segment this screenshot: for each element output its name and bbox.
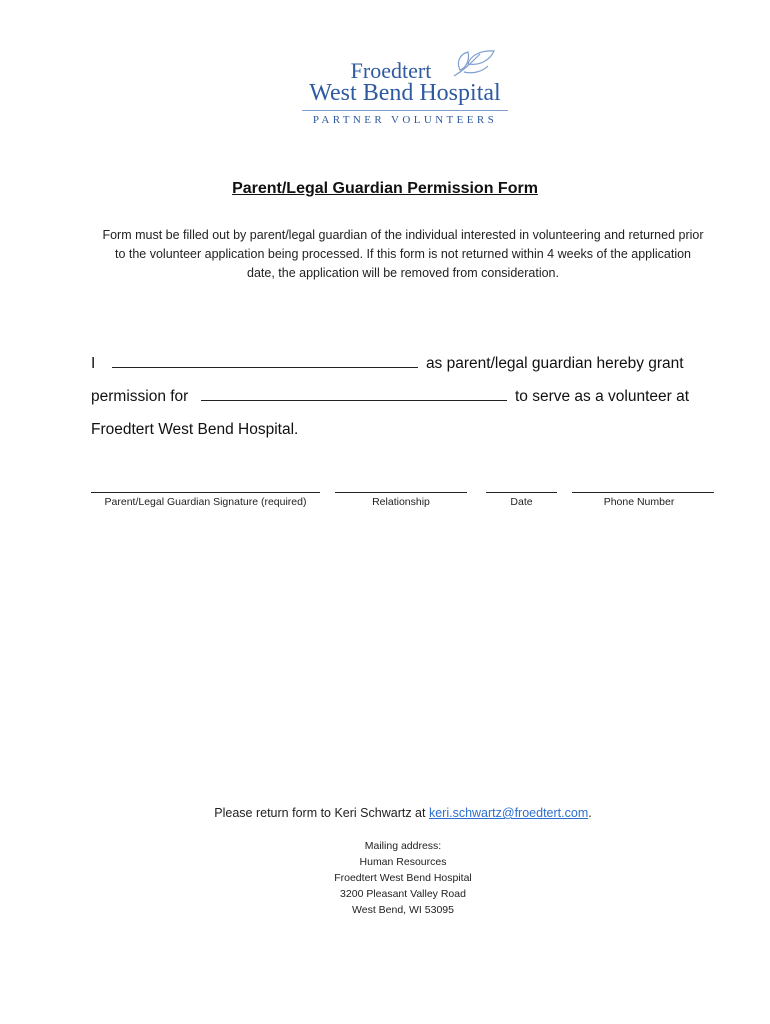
hospital-line: Froedtert West Bend Hospital. bbox=[91, 421, 299, 438]
logo-line-2: West Bend Hospital bbox=[309, 80, 501, 106]
date-field[interactable] bbox=[486, 492, 557, 493]
return-suffix: . bbox=[588, 806, 592, 820]
mailing-address bbox=[0, 838, 770, 918]
line2-prefix: permission for bbox=[91, 388, 189, 405]
volunteer-name-line bbox=[91, 386, 689, 406]
line1-prefix: I bbox=[91, 355, 96, 372]
logo-line-1: Froedtert bbox=[350, 58, 432, 83]
address-line: Froedtert West Bend Hospital bbox=[334, 872, 472, 884]
mailing-label: Mailing address: bbox=[364, 840, 442, 852]
return-prefix: Please return form to Keri Schwartz at bbox=[214, 806, 426, 820]
relationship-field[interactable] bbox=[335, 492, 467, 493]
hospital-logo bbox=[300, 48, 515, 130]
logo-tagline: PARTNER VOLUNTEERS bbox=[312, 114, 498, 126]
signature-label: Parent/Legal Guardian Signature (required) bbox=[104, 496, 307, 508]
guardian-name-blank[interactable] bbox=[112, 353, 418, 368]
line1-suffix: as parent/legal guardian hereby grant bbox=[425, 355, 684, 372]
contact-email-link[interactable]: keri.schwartz@froedtert.com bbox=[428, 806, 589, 820]
form-instructions: Form must be filled out by parent/legal guardian of the individual interested in volunteering and returned prior to the volunteer application being processed. If this form is not returned within 4 weeks of the application date, the application will be removed from consideration. bbox=[102, 228, 704, 280]
phone-number-label: Phone Number bbox=[603, 496, 675, 508]
logo-divider bbox=[302, 110, 508, 111]
signature-field[interactable] bbox=[91, 492, 320, 493]
form-title: Parent/Legal Guardian Permission Form bbox=[232, 180, 538, 197]
address-line: Human Resources bbox=[359, 856, 447, 868]
line2-suffix: to serve as a volunteer at bbox=[514, 388, 690, 405]
relationship-label: Relationship bbox=[372, 496, 430, 508]
address-line: West Bend, WI 53095 bbox=[352, 904, 454, 916]
address-line: 3200 Pleasant Valley Road bbox=[340, 888, 466, 900]
volunteer-name-blank[interactable] bbox=[201, 386, 507, 401]
date-label: Date bbox=[510, 496, 533, 508]
guardian-name-line bbox=[91, 353, 684, 373]
phone-number-field[interactable] bbox=[572, 492, 714, 493]
return-instructions bbox=[0, 806, 770, 820]
